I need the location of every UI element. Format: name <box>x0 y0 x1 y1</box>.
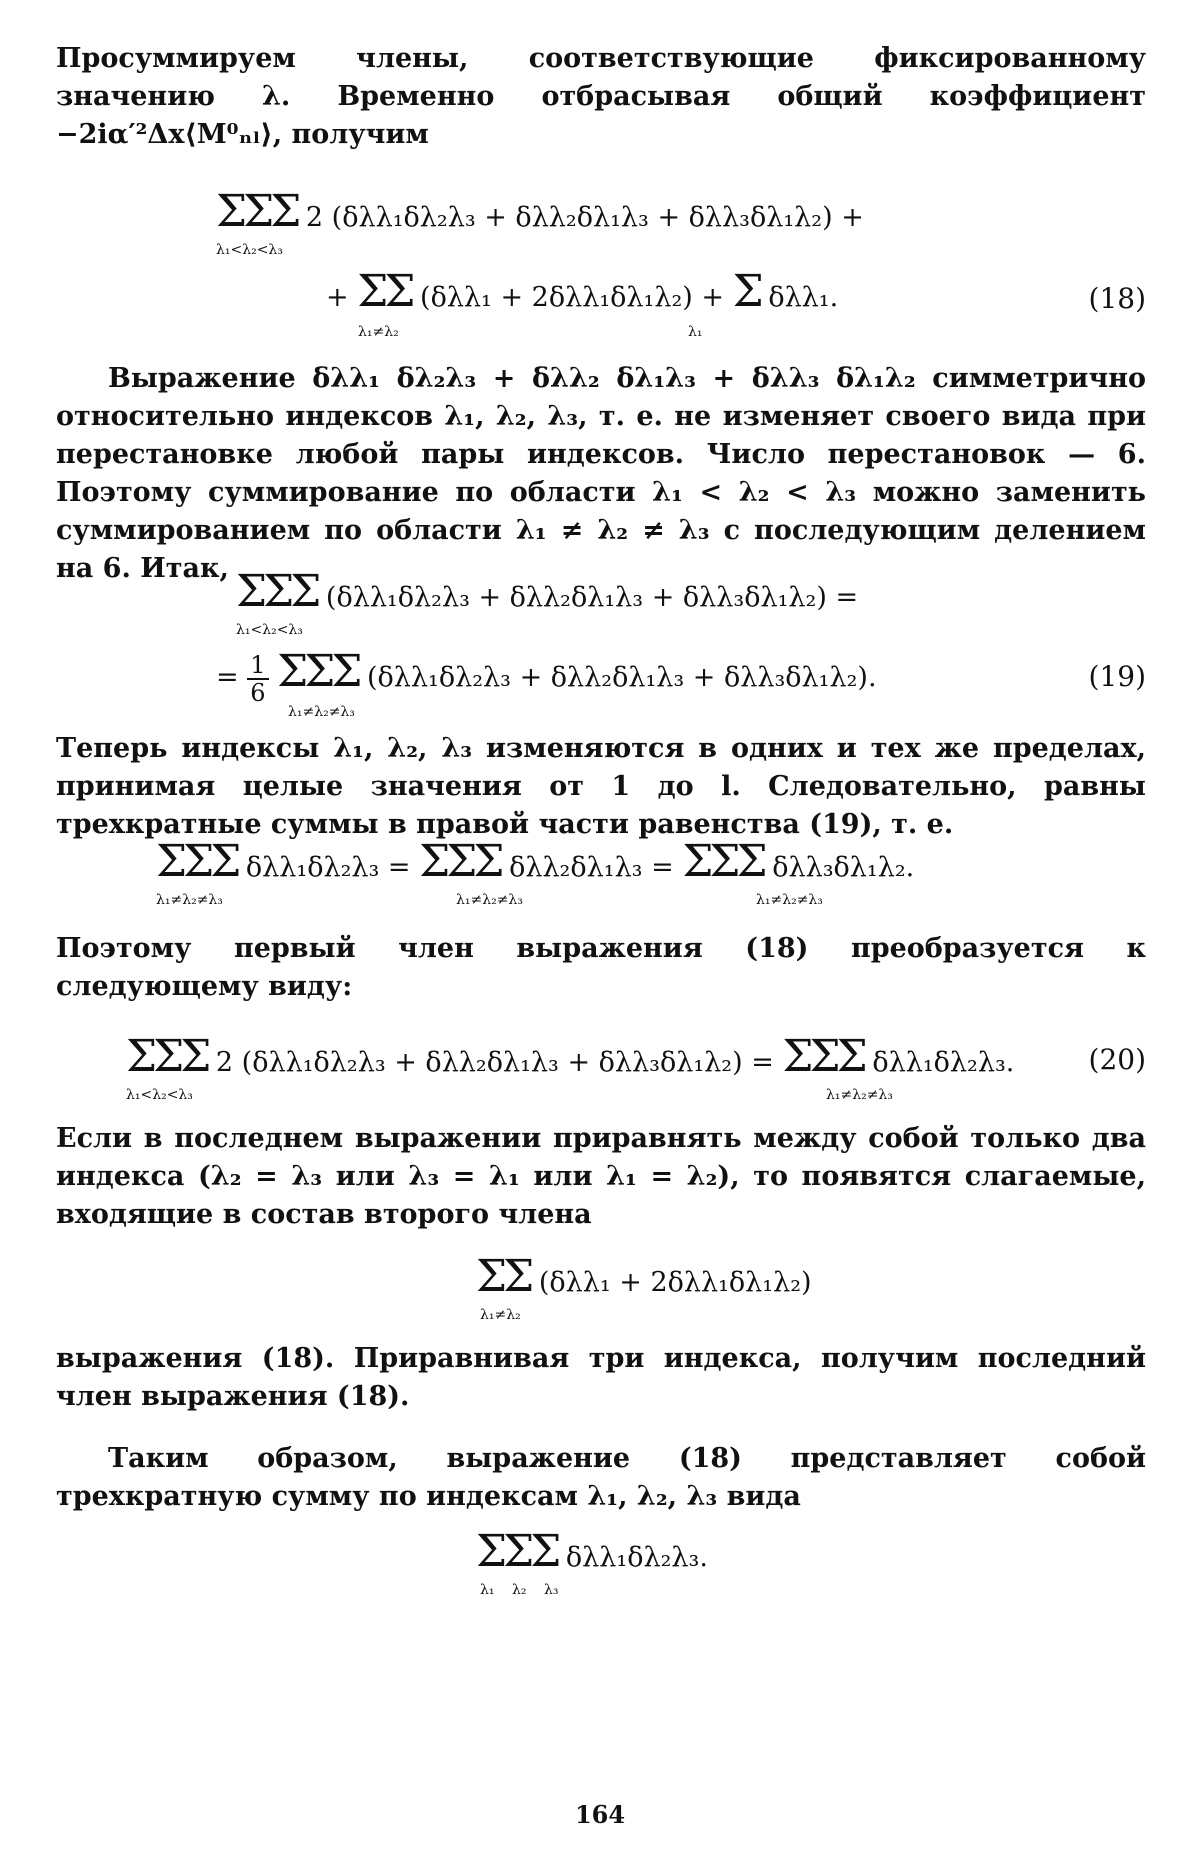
triple-sum-sign: ΣΣΣ <box>277 646 359 697</box>
eq18-line1-limits: λ₁<λ₂<λ₃ <box>216 242 283 258</box>
eq18-line1: 2 (δλλ₁δλ₂λ₃ + δλλ₂δλ₁λ₃ + δλλ₃δλ₁λ₂) + <box>305 202 864 233</box>
paragraph-1: Просуммируем члены, соответствующие фиксированному значению λ. Временно отбрасывая общий коэффициент −2iα′²Δx⟨M⁰ₙₗ⟩, получим <box>56 43 1146 150</box>
paragraph-7: Таким образом, выражение (18) представляет собой трехкратную сумму по индексам λ₁, λ₂, λ₃ вида <box>56 1443 1146 1512</box>
equation-second-term <box>56 1251 1146 1335</box>
eq19-line2: (δλλ₁δλ₂λ₃ + δλλ₂δλ₁λ₃ + δλλ₃δλ₁λ₂). <box>367 662 877 693</box>
paragraph-2: Выражение δλλ₁ δλ₂λ₃ + δλλ₂ δλ₁λ₃ + δλλ₃ δλ₁λ₂ симметрично относительно индексов λ₁, λ₂, λ₃, т. е. не изменяет своего вида при перестановке любой пары индексов. Число перестановок — 6. Поэтому суммирование по области λ₁ < λ₂ < λ₃ можно заменить суммированием по области λ₁ ≠ λ₂ ≠ λ₃ с последующим делением на 6. Итак, <box>56 363 1146 584</box>
eq18-line2-limits-b: λ₁ <box>688 324 703 340</box>
equal-term-2: δλλ₂δλ₁λ₃ = <box>509 852 674 883</box>
triple-sum-sign: ΣΣΣ <box>476 1526 558 1577</box>
final-limit-3: λ₃ <box>544 1582 559 1598</box>
equation-number-19: (19) <box>1088 660 1146 693</box>
double-sum-sign: ΣΣ <box>357 266 412 317</box>
second-term-limits: λ₁≠λ₂ <box>480 1307 521 1323</box>
eq20-right: δλλ₁δλ₂λ₃. <box>872 1047 1015 1078</box>
single-sum-sign: Σ <box>732 266 760 317</box>
eq19-line1-limits: λ₁<λ₂<λ₃ <box>236 622 303 638</box>
equal-limits-1: λ₁≠λ₂≠λ₃ <box>156 892 223 908</box>
triple-sum-sign: ΣΣΣ <box>236 566 318 617</box>
eq20-left-limits: λ₁<λ₂<λ₃ <box>126 1087 193 1103</box>
eq20-left: 2 (δλλ₁δλ₂λ₃ + δλλ₂δλ₁λ₃ + δλλ₃δλ₁λ₂) = <box>215 1047 774 1078</box>
paragraph-5: Если в последнем выражении приравнять между собой только два индекса (λ₂ = λ₃ или λ₃ = λ₁ или λ₁ = λ₂), то появятся слагаемые, входящие в состав второго члена <box>56 1123 1146 1230</box>
eq19-line1: (δλλ₁δλ₂λ₃ + δλλ₂δλ₁λ₃ + δλλ₃δλ₁λ₂) = <box>325 582 859 613</box>
equal-limits-2: λ₁≠λ₂≠λ₃ <box>456 892 523 908</box>
eq19-line2-limits: λ₁≠λ₂≠λ₃ <box>288 704 355 720</box>
equation-number-18: (18) <box>1088 282 1146 315</box>
fraction-one-sixth: $\frac{1}{6}$ <box>247 652 268 706</box>
equation-final <box>56 1526 1146 1610</box>
final-limit-1: λ₁ <box>480 1582 495 1598</box>
eq20-right-limits: λ₁≠λ₂≠λ₃ <box>826 1087 893 1103</box>
eq18-line2-limits: λ₁≠λ₂ <box>358 324 399 340</box>
second-term-body: (δλλ₁ + 2δλλ₁δλ₁λ₂) <box>538 1267 812 1298</box>
equation-20 <box>56 1031 1146 1115</box>
triple-sum-sign: ΣΣΣ <box>782 1031 864 1082</box>
paragraph-6: выражения (18). Приравнивая три индекса, получим последний член выражения (18). <box>56 1343 1146 1412</box>
final-body: δλλ₁δλ₂λ₃. <box>565 1542 708 1573</box>
equal-term-3: δλλ₃δλ₁λ₂. <box>772 852 915 883</box>
equation-number-20: (20) <box>1088 1043 1146 1076</box>
triple-sum-sign: ΣΣΣ <box>682 836 764 887</box>
triple-sum-sign: ΣΣΣ <box>216 186 298 237</box>
double-sum-sign: ΣΣ <box>476 1251 531 1302</box>
eq18-line2-tail: δλλ₁. <box>768 282 839 313</box>
paragraph-4: Поэтому первый член выражения (18) преобразуется к следующему виду: <box>56 933 1146 1002</box>
paragraph-3: Теперь индексы λ₁, λ₂, λ₃ изменяются в одних и тех же пределах, принимая целые значения от 1 до l. Следовательно, равны трехкратные суммы в правой части равенства (19), т. е. <box>56 733 1146 840</box>
triple-sum-sign: ΣΣΣ <box>156 836 238 887</box>
final-limit-2: λ₂ <box>512 1582 527 1598</box>
eq18-line2: (δλλ₁ + 2δλλ₁δλ₁λ₂) + <box>420 282 725 313</box>
eq19-equals: = <box>216 662 239 693</box>
equation-18 <box>56 186 1146 350</box>
triple-sum-sign: ΣΣΣ <box>126 1031 208 1082</box>
equal-term-1: δλλ₁δλ₂λ₃ = <box>245 852 411 883</box>
page-number: 164 <box>574 1800 626 1829</box>
equation-equal-sums <box>56 836 1146 920</box>
equal-limits-3: λ₁≠λ₂≠λ₃ <box>756 892 823 908</box>
triple-sum-sign: ΣΣΣ <box>419 836 501 887</box>
eq18-plus: + <box>326 282 349 313</box>
equation-19 <box>56 566 1146 720</box>
